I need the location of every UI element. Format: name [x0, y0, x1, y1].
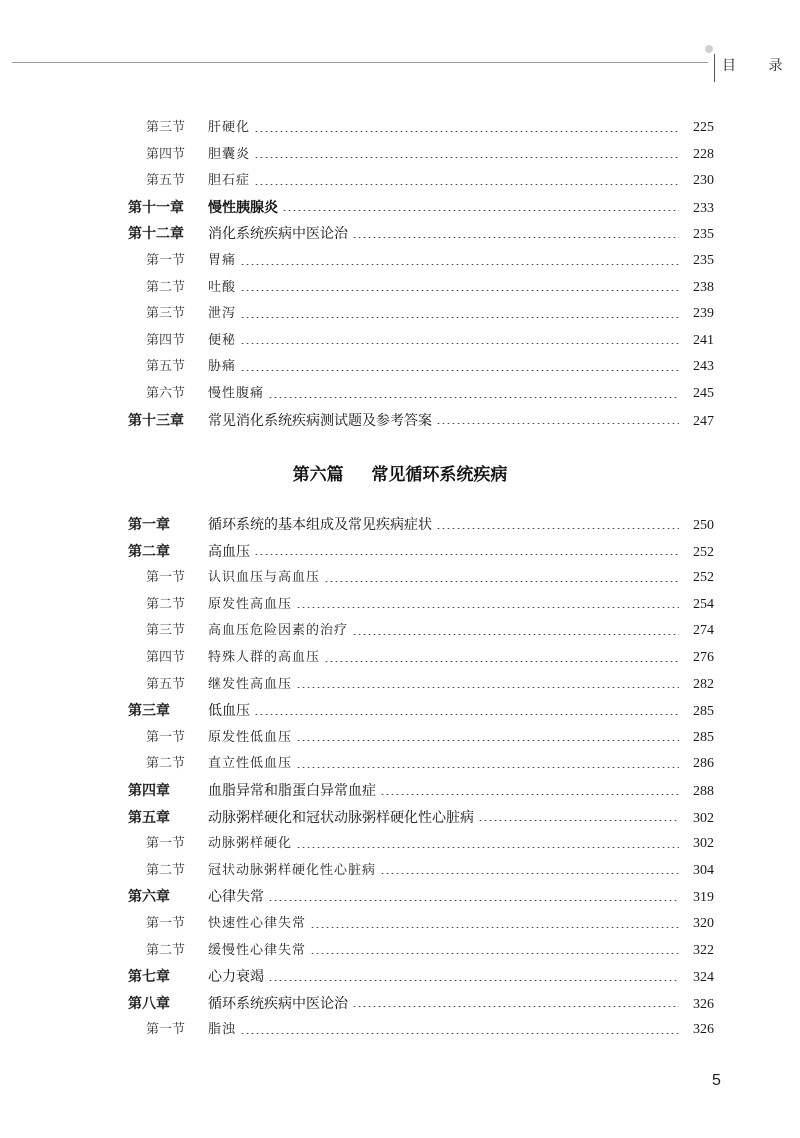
page-ref: 285 [693, 704, 714, 720]
chapter-title: 慢性胰腺炎 [208, 199, 278, 216]
section-number: 第五节 [146, 359, 186, 375]
dot-leader [254, 157, 679, 158]
section-title: 胆石症 [208, 173, 251, 189]
chapter-number: 第三章 [128, 703, 170, 720]
section-number: 第六节 [146, 386, 186, 401]
running-header-title: 目 录 [722, 58, 797, 74]
chapter-title: 动脉粥样硬化和冠状动脉粥样硬化性心脏病 [208, 809, 474, 826]
toc-section-entry[interactable] [0, 567, 800, 589]
chapter-title: 常见消化系统疾病测试题及参考答案 [208, 412, 432, 429]
toc-section-entry[interactable] [0, 620, 800, 642]
dot-leader [352, 1006, 679, 1007]
chapter-title: 心力衰竭 [208, 969, 264, 986]
section-title: 特殊人群的高血压 [208, 650, 321, 665]
section-number: 第三节 [146, 306, 186, 322]
page-ref: 250 [693, 518, 714, 533]
page-ref: 252 [693, 544, 714, 560]
toc-section-entry[interactable] [0, 753, 800, 775]
toc-chapter-entry[interactable] [0, 886, 800, 908]
section-number: 第五节 [146, 676, 186, 692]
toc-section-entry[interactable] [0, 170, 800, 192]
toc-section-entry[interactable] [0, 913, 800, 935]
chapter-title: 消化系统疾病中医论治 [208, 226, 348, 243]
page-ref: 225 [693, 120, 714, 135]
section-title: 冠状动脉粥样硬化性心脏病 [208, 862, 377, 878]
chapter-number: 第八章 [128, 995, 170, 1012]
toc-chapter-entry[interactable] [0, 780, 800, 802]
toc-section-entry[interactable] [0, 833, 800, 855]
page-ref: 254 [693, 596, 714, 612]
toc-chapter-entry[interactable] [0, 541, 800, 563]
page-ref: 288 [693, 784, 714, 799]
dot-leader [268, 397, 679, 398]
page-ref: 238 [693, 279, 714, 295]
section-title: 直立性低血压 [208, 756, 293, 772]
dot-leader [310, 927, 679, 928]
chapter-title: 高血压 [208, 543, 250, 560]
toc-section-entry[interactable] [0, 594, 800, 616]
toc-chapter-entry[interactable] [0, 514, 800, 536]
header-divider [714, 54, 715, 82]
page-ref: 233 [693, 200, 714, 216]
toc-section-entry[interactable] [0, 860, 800, 882]
dot-leader [296, 607, 679, 608]
section-title: 快速性心律失常 [208, 916, 307, 931]
page-ref: 286 [693, 756, 714, 772]
dot-leader [254, 131, 679, 132]
dot-leader [310, 953, 679, 954]
page-ref: 285 [693, 729, 714, 745]
part-heading [0, 460, 800, 485]
section-title: 原发性高血压 [208, 596, 293, 612]
page-ref: 319 [693, 890, 714, 906]
toc-chapter-entry[interactable] [0, 993, 800, 1015]
chapter-number: 第二章 [128, 543, 170, 560]
dot-leader [240, 264, 679, 265]
page-ref: 320 [693, 916, 714, 931]
section-number: 第四节 [146, 650, 186, 665]
section-number: 第三节 [146, 120, 186, 135]
toc-section-entry[interactable] [0, 727, 800, 749]
toc-chapter-entry[interactable] [0, 966, 800, 988]
dot-leader [296, 767, 679, 768]
section-number: 第一节 [146, 1022, 186, 1038]
dot-leader [380, 873, 679, 874]
section-title: 泄泻 [208, 306, 237, 322]
page-ref: 326 [693, 996, 714, 1012]
section-title: 慢性腹痛 [208, 386, 265, 401]
dot-leader [240, 343, 679, 344]
section-title: 继发性高血压 [208, 676, 293, 692]
dot-leader [324, 581, 679, 582]
page-ref: 230 [693, 173, 714, 189]
dot-leader [240, 370, 679, 371]
chapter-number: 第五章 [128, 809, 170, 826]
dot-leader [240, 317, 679, 318]
dot-leader [240, 1033, 679, 1034]
section-title: 动脉粥样硬化 [208, 836, 293, 852]
page-ref: 302 [693, 836, 714, 852]
section-number: 第一节 [146, 253, 186, 268]
header-rule [12, 62, 708, 63]
chapter-number: 第十一章 [128, 199, 184, 216]
toc-section-entry[interactable] [0, 277, 800, 299]
section-title: 肝硬化 [208, 120, 251, 135]
toc-section-entry[interactable] [0, 356, 800, 378]
dot-leader [436, 528, 679, 529]
toc-chapter-entry[interactable] [0, 700, 800, 722]
toc-section-entry[interactable] [0, 1019, 800, 1041]
section-number: 第二节 [146, 942, 186, 958]
dot-leader [254, 554, 679, 555]
section-number: 第四节 [146, 332, 186, 348]
dot-leader [380, 794, 679, 795]
part-title: 常见循环系统疾病 [371, 465, 508, 485]
chapter-number: 第六章 [128, 889, 170, 906]
toc-section-entry[interactable] [0, 250, 800, 272]
page-ref: 282 [693, 676, 714, 692]
section-number: 第二节 [146, 279, 186, 295]
section-title: 便秘 [208, 332, 237, 348]
chapter-number: 第一章 [128, 517, 170, 533]
chapter-number: 第十二章 [128, 226, 184, 243]
page-ref: 241 [693, 332, 714, 348]
toc-section-entry[interactable] [0, 674, 800, 696]
section-title: 胁痛 [208, 359, 237, 375]
section-number: 第一节 [146, 836, 186, 852]
page-ref: 228 [693, 146, 714, 162]
dot-leader [268, 980, 679, 981]
part-label: 第六篇 [292, 465, 344, 485]
header-dot [705, 45, 713, 53]
dot-leader [254, 184, 679, 185]
toc-chapter-entry[interactable] [0, 223, 800, 245]
page-ref: 239 [693, 306, 714, 322]
page-ref: 245 [693, 386, 714, 401]
toc-section-entry[interactable] [0, 144, 800, 166]
toc-section-entry[interactable] [0, 303, 800, 325]
section-title: 胆囊炎 [208, 146, 251, 162]
dot-leader [324, 661, 679, 662]
toc-section-entry[interactable] [0, 647, 800, 669]
toc-section-entry[interactable] [0, 330, 800, 352]
section-title: 胃痛 [208, 253, 237, 268]
page-number: 5 [712, 1072, 721, 1089]
page-ref: 324 [693, 970, 714, 986]
page-ref: 326 [693, 1022, 714, 1038]
dot-leader [296, 847, 679, 848]
section-number: 第四节 [146, 146, 186, 162]
dot-leader [268, 900, 679, 901]
section-title: 原发性低血压 [208, 729, 293, 745]
dot-leader [282, 210, 679, 211]
toc-chapter-entry[interactable] [0, 410, 800, 432]
chapter-title: 血脂异常和脂蛋白异常血症 [208, 783, 376, 799]
chapter-title: 循环系统疾病中医论治 [208, 995, 348, 1012]
section-title: 脂浊 [208, 1022, 237, 1038]
page-ref: 274 [693, 623, 714, 639]
toc-chapter-entry[interactable] [0, 197, 800, 219]
dot-leader [352, 237, 679, 238]
section-number: 第一节 [146, 916, 186, 931]
dot-leader [240, 290, 679, 291]
section-title: 高血压危险因素的治疗 [208, 623, 349, 639]
page-ref: 322 [693, 942, 714, 958]
dot-leader [352, 634, 679, 635]
chapter-number: 第十三章 [128, 412, 184, 429]
page-ref: 235 [693, 253, 714, 268]
toc-chapter-entry[interactable] [0, 807, 800, 829]
section-number: 第二节 [146, 596, 186, 612]
page-ref: 243 [693, 359, 714, 375]
section-title: 缓慢性心律失常 [208, 942, 307, 958]
page-ref: 304 [693, 862, 714, 878]
section-title: 认识血压与高血压 [208, 570, 321, 586]
chapter-title: 心律失常 [208, 889, 264, 906]
page-ref: 276 [693, 650, 714, 665]
dot-leader [254, 714, 679, 715]
chapter-title: 循环系统的基本组成及常见疾病症状 [208, 517, 432, 533]
section-number: 第二节 [146, 862, 186, 878]
chapter-number: 第四章 [128, 783, 170, 799]
dot-leader [436, 423, 679, 424]
page-ref: 247 [693, 413, 714, 429]
section-number: 第一节 [146, 570, 186, 586]
section-number: 第二节 [146, 756, 186, 772]
dot-leader [478, 820, 679, 821]
chapter-number: 第七章 [128, 969, 170, 986]
section-number: 第三节 [146, 623, 186, 639]
chapter-title: 低血压 [208, 703, 250, 720]
toc-section-entry[interactable] [0, 383, 800, 405]
section-number: 第五节 [146, 173, 186, 189]
dot-leader [296, 687, 679, 688]
page-ref: 252 [693, 570, 714, 586]
section-title: 吐酸 [208, 279, 237, 295]
section-number: 第一节 [146, 729, 186, 745]
dot-leader [296, 740, 679, 741]
toc-section-entry[interactable] [0, 117, 800, 139]
page-ref: 302 [693, 810, 714, 826]
toc-section-entry[interactable] [0, 940, 800, 962]
page-ref: 235 [693, 227, 714, 243]
